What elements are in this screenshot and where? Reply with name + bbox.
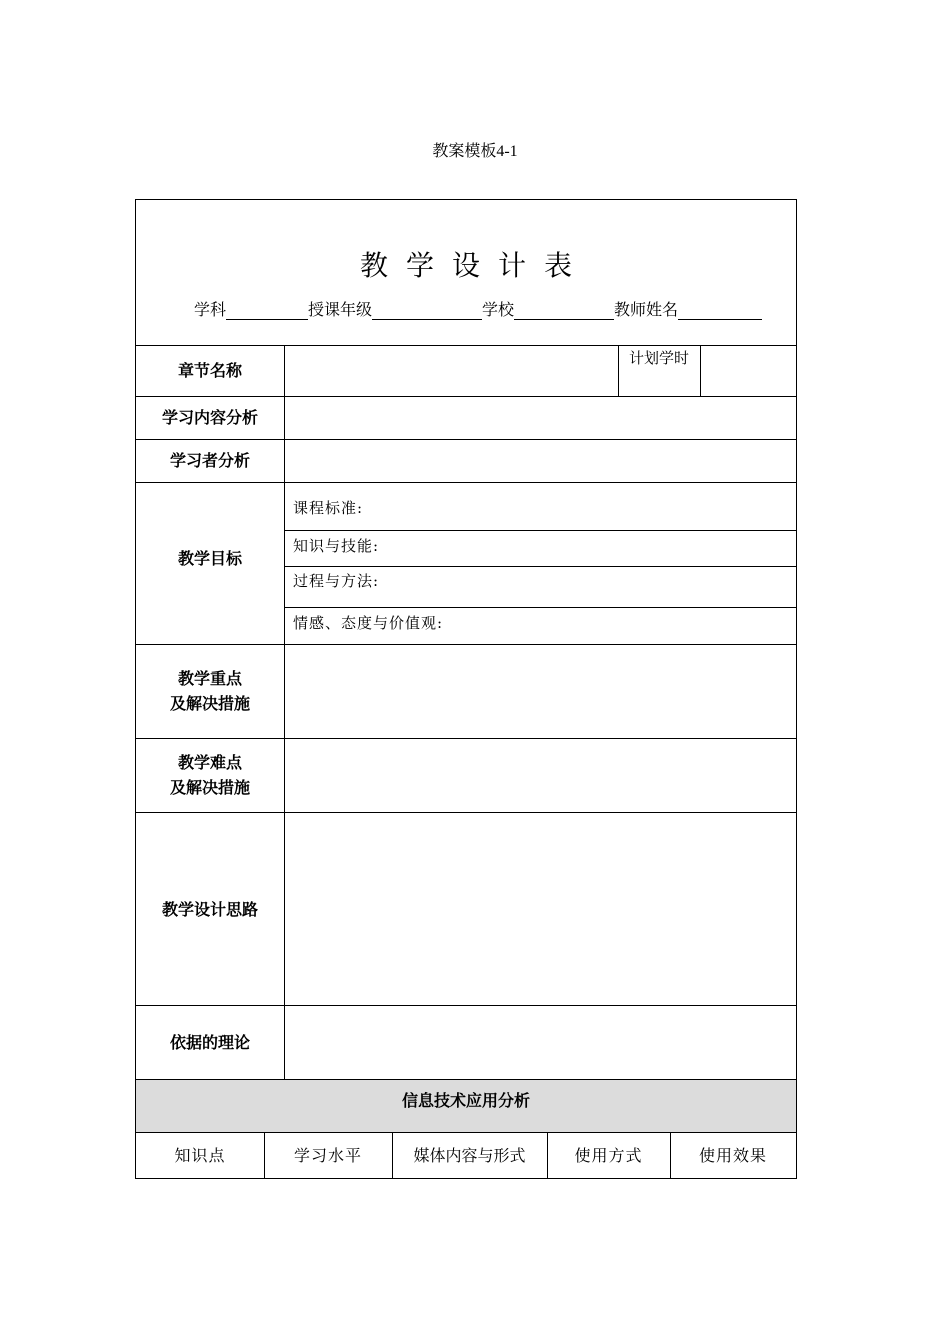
school-label: 学校 [482,300,515,319]
teacher-input[interactable] [678,303,762,320]
curriculum-standard-field[interactable]: 课程标准: [293,499,364,517]
difficulties-line1: 教学难点 [177,753,242,772]
col-usage-effect: 使用效果 [698,1146,767,1165]
divider [284,566,796,567]
key-points-line1: 教学重点 [177,669,242,688]
form-meta-line [194,297,762,320]
subject-label: 学科 [194,300,227,319]
divider [284,530,796,531]
col-media-content: 媒体内容与形式 [413,1146,526,1165]
divider [136,812,796,813]
objectives-label: 教学目标 [177,549,242,568]
divider [700,345,701,396]
subject-input[interactable] [226,303,308,320]
chapter-label: 章节名称 [177,361,242,380]
difficulties-line2: 及解决措施 [169,778,250,797]
school-input[interactable] [514,303,614,320]
grade-label: 授课年级 [308,300,373,319]
divider [136,482,796,483]
difficulties-label [136,750,284,800]
divider [136,439,796,440]
lesson-design-form [135,199,797,1179]
content-analysis-label: 学习内容分析 [161,408,258,427]
col-knowledge-point: 知识点 [174,1146,226,1165]
col-usage-method: 使用方式 [574,1146,643,1165]
emotion-values-field[interactable]: 情感、态度与价值观: [293,614,444,632]
key-points-line2: 及解决措施 [169,694,250,713]
grade-input[interactable] [372,303,482,320]
planned-hours-label: 计划学时 [628,349,689,367]
theory-label: 依据的理论 [169,1033,250,1052]
col-learning-level: 学习水平 [293,1146,362,1165]
divider [136,738,796,739]
document-title: 教案模板4-1 [432,143,518,160]
learner-analysis-label: 学习者分析 [169,451,250,470]
it-section-title: 信息技术应用分析 [401,1091,530,1110]
design-idea-label: 教学设计思路 [161,900,258,919]
knowledge-skills-field[interactable]: 知识与技能: [293,537,380,555]
divider [284,607,796,608]
divider [136,1005,796,1006]
process-method-field[interactable]: 过程与方法: [293,572,380,590]
divider [136,644,796,645]
form-title: 教学设计表 [359,249,590,282]
label-column-divider [284,345,285,1080]
key-points-label [136,666,284,716]
divider [136,396,796,397]
teacher-label: 教师姓名 [614,300,679,319]
